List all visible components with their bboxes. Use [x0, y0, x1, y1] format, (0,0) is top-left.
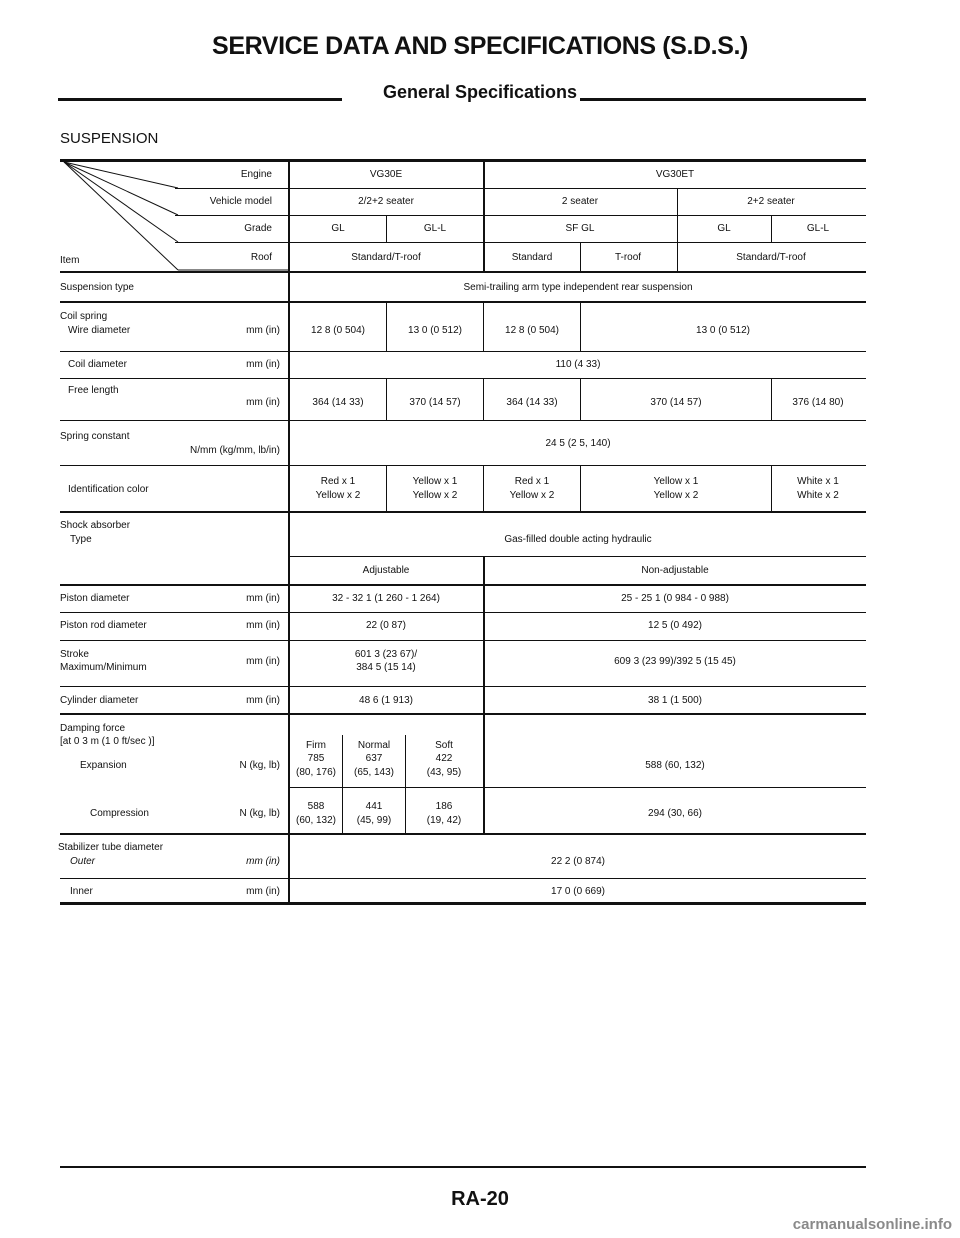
- color-value: White x 1: [797, 476, 839, 487]
- wire-diameter-value: 13 0 (0 512): [696, 325, 750, 336]
- wire-diameter-value: 12 8 (0 504): [311, 325, 365, 336]
- hline: [60, 686, 866, 687]
- unit-label: mm (in): [246, 593, 280, 604]
- stabilizer-label: Stabilizer tube diameter: [58, 842, 164, 853]
- unit-label: N (kg, lb): [239, 760, 280, 771]
- hline: [60, 833, 866, 835]
- damping-force-label: Damping force: [60, 723, 126, 734]
- unit-label: mm (in): [246, 856, 280, 867]
- hline: [290, 556, 866, 557]
- expansion-label: Expansion: [80, 760, 127, 771]
- grade-gl: GL: [717, 223, 731, 234]
- damping-soft-header: Soft: [435, 740, 453, 751]
- unit-label: mm (in): [246, 656, 280, 667]
- piston-rod-diameter-value: 22 (0 87): [365, 620, 407, 631]
- vline: [580, 465, 581, 511]
- coil-diameter-label: Coil diameter: [68, 359, 127, 370]
- cylinder-diameter-value: 48 6 (1 913): [359, 695, 413, 706]
- wire-diameter-value: 12 8 (0 504): [505, 325, 559, 336]
- watermark: carmanualsonline.info: [792, 1216, 952, 1233]
- vline: [580, 303, 581, 351]
- color-value: Yellow x 2: [509, 490, 555, 501]
- piston-diameter-value: 25 - 25 1 (0 984 - 0 988): [621, 593, 729, 604]
- unit-label: mm (in): [246, 359, 280, 370]
- footer-rule: [60, 1166, 866, 1168]
- free-length-value: 376 (14 80): [792, 397, 844, 408]
- piston-rod-diameter-label: Piston rod diameter: [60, 620, 147, 631]
- compression-soft-value: 186: [435, 801, 453, 812]
- header-grade-label: Grade: [244, 223, 272, 234]
- damping-firm-header: Firm: [306, 740, 326, 751]
- coil-diameter-value: 110 (4 33): [555, 359, 601, 370]
- damping-normal-header: Normal: [357, 740, 391, 751]
- grade-gl-l: GL-L: [423, 223, 447, 234]
- expansion-firm-value: 785: [307, 753, 325, 764]
- free-length-label: Free length: [68, 385, 119, 396]
- unit-label: mm (in): [246, 325, 280, 336]
- vline: [580, 378, 581, 420]
- unit-label: mm (in): [246, 397, 280, 408]
- vline: [483, 556, 485, 833]
- stroke-value: 601 3 (23 67)/: [354, 649, 418, 660]
- vline: [386, 465, 387, 511]
- vline: [771, 215, 772, 242]
- compression-label: Compression: [90, 808, 149, 819]
- free-length-value: 370 (14 57): [409, 397, 461, 408]
- hline: [60, 584, 866, 586]
- hline: [60, 301, 866, 303]
- shock-type-label: Type: [70, 534, 92, 545]
- compression-soft-value: (19, 42): [426, 815, 462, 826]
- spring-constant-label: Spring constant: [60, 431, 130, 442]
- hline: [60, 640, 866, 641]
- unit-label: mm (in): [246, 695, 280, 706]
- vline: [483, 159, 485, 271]
- stabilizer-inner-label: Inner: [70, 886, 93, 897]
- compression-normal-value: (45, 99): [356, 815, 392, 826]
- piston-rod-diameter-value: 12 5 (0 492): [648, 620, 702, 631]
- roof-standard-t: Standard/T-roof: [736, 252, 806, 263]
- color-value: Yellow x 2: [315, 490, 361, 501]
- spring-constant-value: 24 5 (2 5, 140): [545, 438, 611, 449]
- grade-gl: GL: [331, 223, 345, 234]
- color-value: Red x 1: [514, 476, 550, 487]
- color-value: Yellow x 2: [653, 490, 699, 501]
- compression-firm-value: (60, 132): [295, 815, 337, 826]
- expansion-normal-value: (65, 143): [353, 767, 395, 778]
- hline: [60, 878, 866, 879]
- free-length-value: 364 (14 33): [312, 397, 364, 408]
- page-number: RA-20: [451, 1188, 509, 1210]
- vline: [771, 378, 772, 420]
- adjustable-header: Adjustable: [362, 565, 410, 576]
- cylinder-diameter-label: Cylinder diameter: [60, 695, 139, 706]
- engine-vg30e: VG30E: [369, 169, 403, 180]
- free-length-value: 364 (14 33): [506, 397, 558, 408]
- vline: [580, 242, 581, 271]
- subtitle-rule-right: [580, 98, 866, 101]
- stabilizer-outer-value: 22 2 (0 874): [551, 856, 605, 867]
- stroke-value: 609 3 (23 99)/392 5 (15 45): [614, 656, 736, 667]
- color-value: Yellow x 2: [412, 490, 458, 501]
- vline: [386, 303, 387, 351]
- unit-label: mm (in): [246, 886, 280, 897]
- expansion-normal-value: 637: [365, 753, 383, 764]
- wire-diameter-label: Wire diameter: [68, 325, 131, 336]
- expansion-firm-value: (80, 176): [295, 767, 337, 778]
- compression-normal-value: 441: [365, 801, 383, 812]
- vline: [386, 215, 387, 242]
- section-heading: SUSPENSION: [60, 130, 159, 147]
- vline: [405, 735, 406, 833]
- unit-label: mm (in): [246, 620, 280, 631]
- roof-t: T-roof: [614, 252, 642, 263]
- hline: [60, 612, 866, 613]
- page-title: SERVICE DATA AND SPECIFICATIONS (S.D.S.): [212, 32, 748, 60]
- vline: [342, 735, 343, 833]
- stroke-label: Stroke: [60, 649, 89, 660]
- color-value: Yellow x 1: [412, 476, 458, 487]
- color-value: White x 2: [797, 490, 839, 501]
- vline: [771, 465, 772, 511]
- grade-gl-l: GL-L: [806, 223, 830, 234]
- unit-label: N/mm (kg/mm, lb/in): [190, 445, 280, 456]
- piston-diameter-label: Piston diameter: [60, 593, 130, 604]
- header-engine-label: Engine: [240, 169, 272, 180]
- roof-standard: Standard: [511, 252, 553, 263]
- engine-vg30et: VG30ET: [655, 169, 695, 180]
- stabilizer-outer-label: Outer: [70, 856, 96, 867]
- coil-spring-label: Coil spring: [60, 311, 108, 322]
- table-bottom-rule: [60, 902, 866, 905]
- model-2-seater: 2 seater: [561, 196, 599, 207]
- piston-diameter-value: 32 - 32 1 (1 260 - 1 264): [332, 593, 440, 604]
- header-roof-label: Roof: [250, 252, 272, 263]
- color-value: Yellow x 1: [653, 476, 699, 487]
- expansion-soft-value: (43, 95): [426, 767, 462, 778]
- expansion-non-adjustable-value: 588 (60, 132): [645, 760, 705, 771]
- color-value: Red x 1: [320, 476, 356, 487]
- shock-absorber-label: Shock absorber: [60, 520, 131, 531]
- damping-force-condition: [at 0 3 m (1 0 ft/sec )]: [60, 736, 155, 747]
- compression-non-adjustable-value: 294 (30, 66): [648, 808, 702, 819]
- wire-diameter-value: 13 0 (0 512): [408, 325, 462, 336]
- hline: [60, 465, 866, 466]
- hline: [60, 378, 866, 379]
- model-2-2-2-seater: 2/2+2 seater: [358, 196, 414, 207]
- shock-type-value: Gas-filled double acting hydraulic: [504, 534, 652, 545]
- stroke-max-min-label: Maximum/Minimum: [60, 662, 147, 673]
- expansion-soft-value: 422: [435, 753, 453, 764]
- vline: [677, 188, 678, 271]
- roof-standard-t: Standard/T-roof: [351, 252, 421, 263]
- grade-sf-gl: SF GL: [565, 223, 595, 234]
- page-subtitle: General Specifications: [382, 82, 578, 102]
- identification-color-label: Identification color: [68, 484, 149, 495]
- compression-firm-value: 588: [307, 801, 325, 812]
- header-item-label: Item: [60, 255, 80, 266]
- vline: [483, 465, 484, 511]
- unit-label: N (kg, lb): [239, 808, 280, 819]
- stabilizer-inner-value: 17 0 (0 669): [551, 886, 605, 897]
- cylinder-diameter-value: 38 1 (1 500): [648, 695, 702, 706]
- suspension-type-value: Semi-trailing arm type independent rear suspension: [463, 282, 693, 293]
- free-length-value: 370 (14 57): [650, 397, 702, 408]
- non-adjustable-header: Non-adjustable: [641, 565, 709, 576]
- hline: [60, 351, 866, 352]
- hline: [60, 713, 866, 715]
- vline: [483, 303, 484, 351]
- vline: [483, 378, 484, 420]
- suspension-type-label: Suspension type: [60, 282, 134, 293]
- header-vehicle-model-label: Vehicle model: [209, 196, 272, 207]
- stroke-value: 384 5 (15 14): [356, 662, 416, 673]
- model-2plus2-seater: 2+2 seater: [747, 196, 795, 207]
- vline: [386, 378, 387, 420]
- hline: [60, 420, 866, 421]
- hline: [60, 511, 866, 513]
- hline: [290, 787, 866, 788]
